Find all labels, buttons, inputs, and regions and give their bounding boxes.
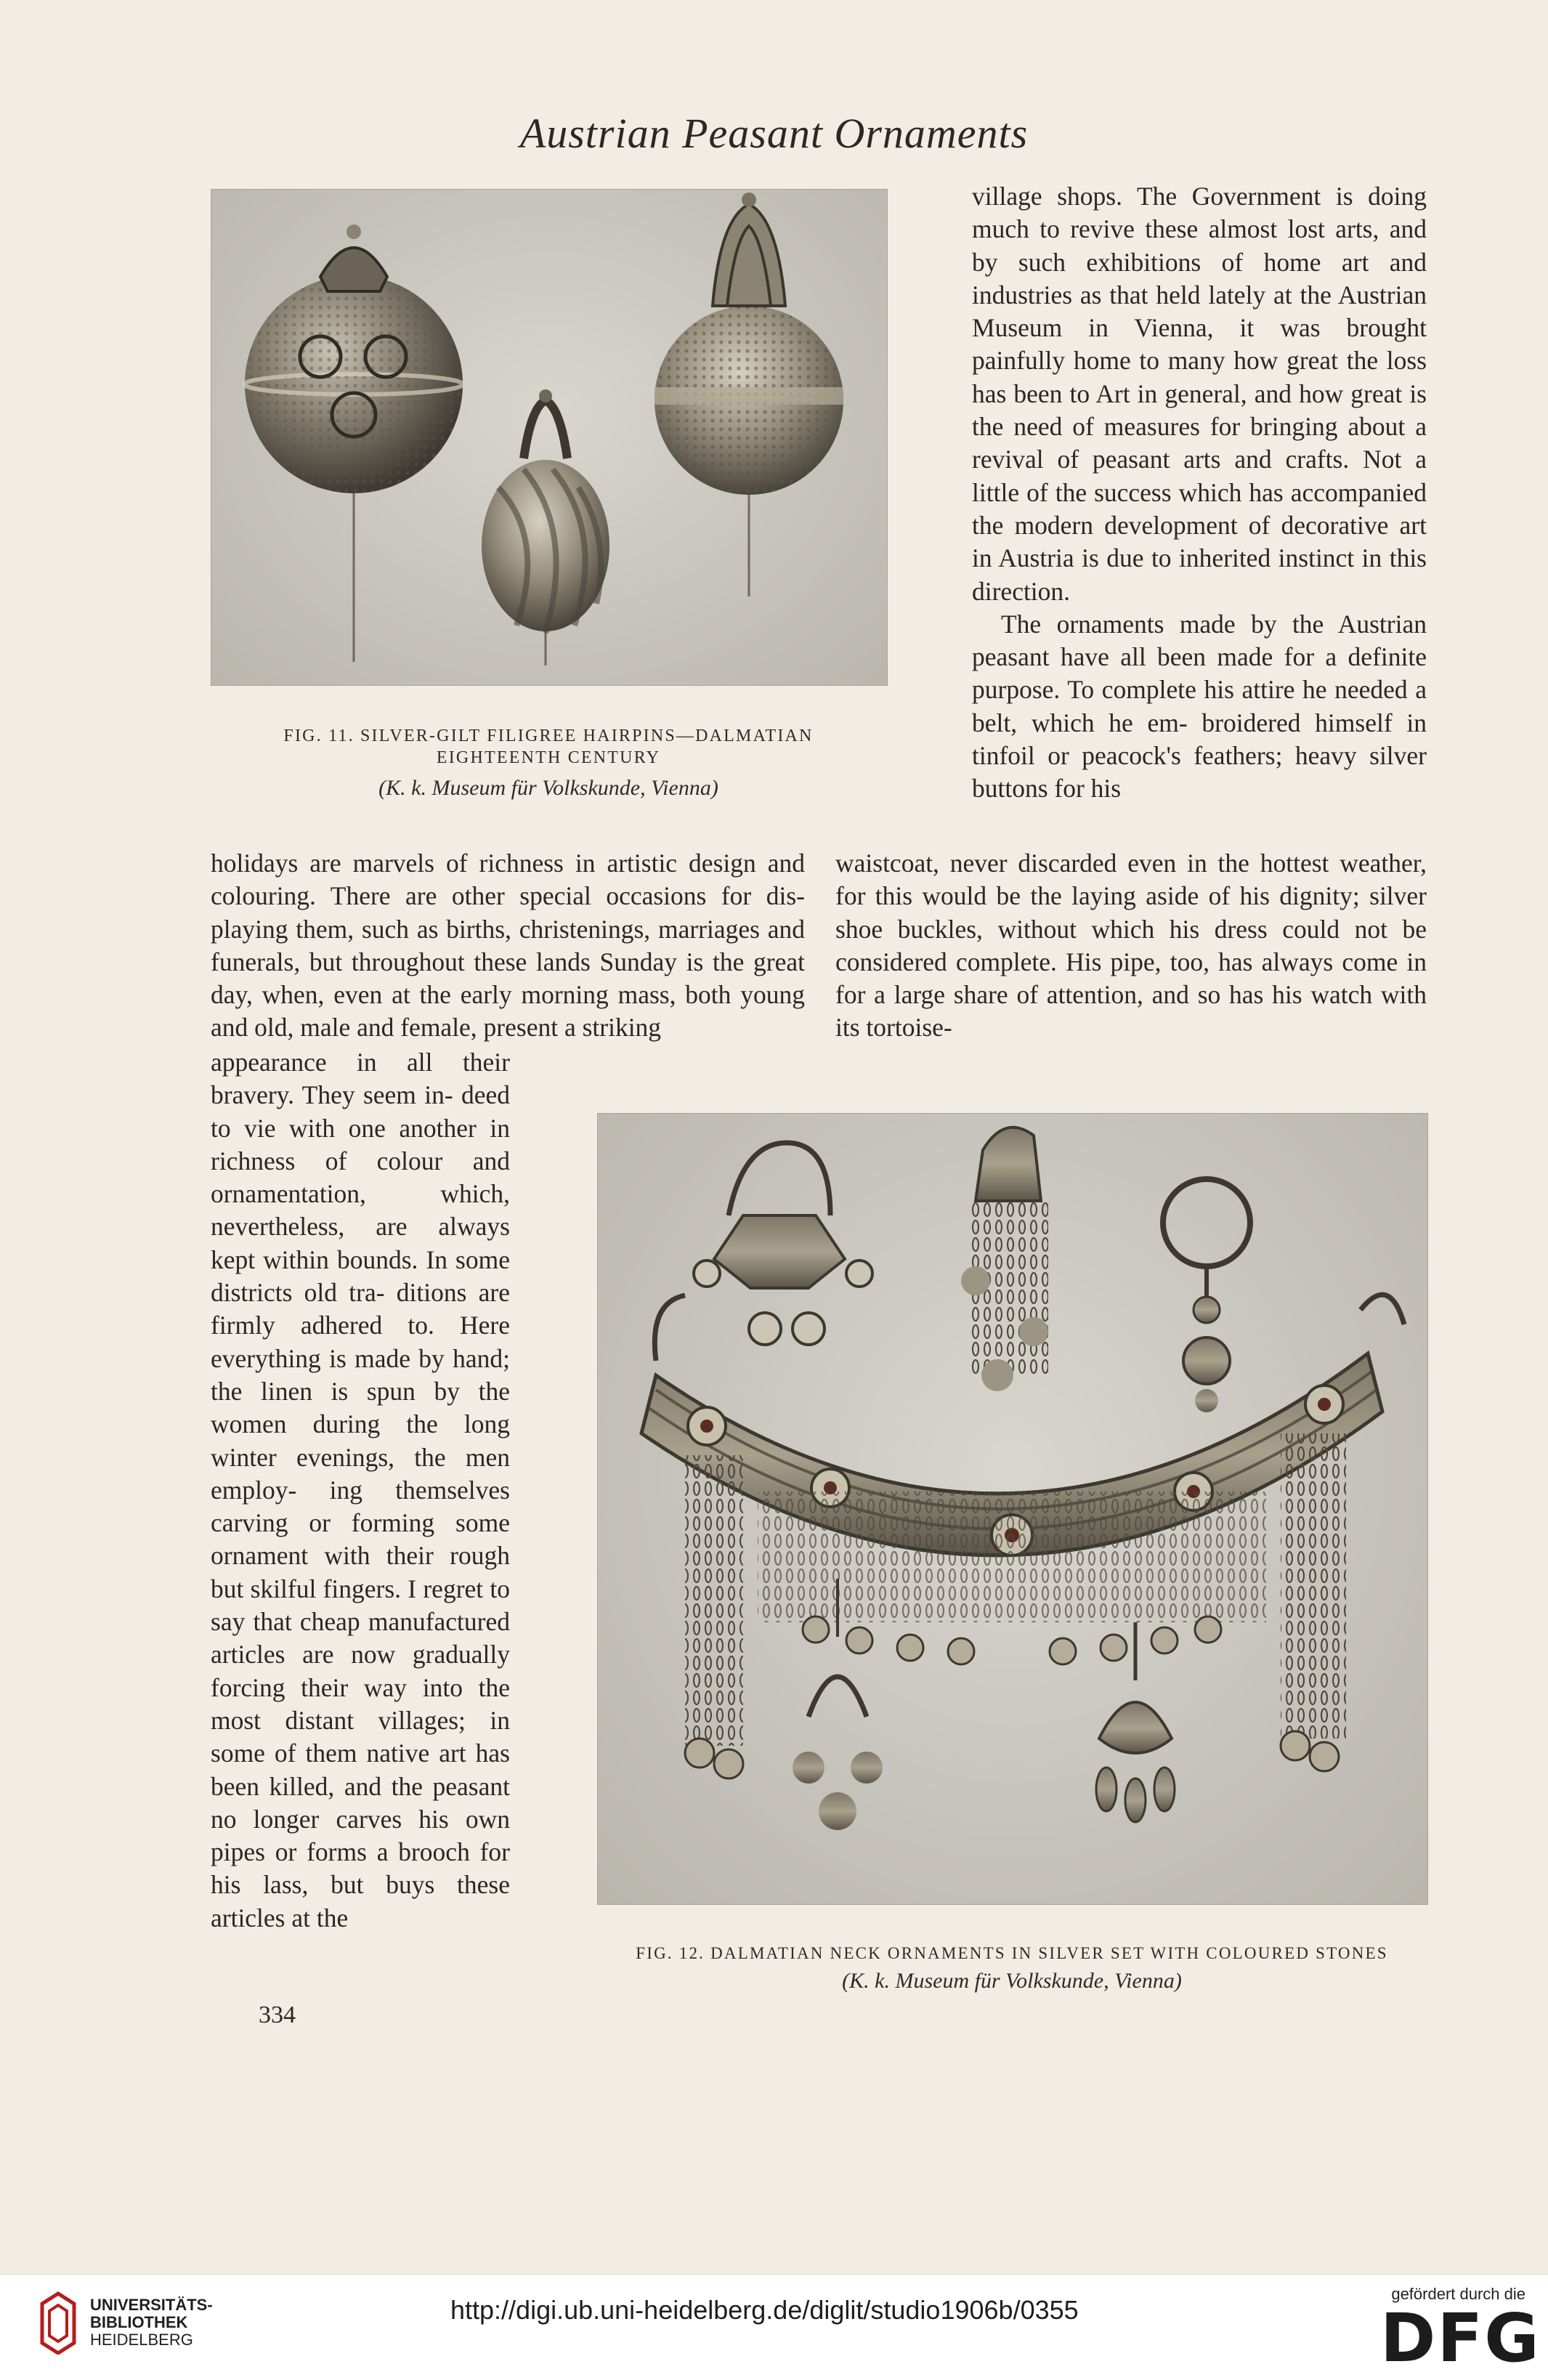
library-name-line3: HEIDELBERG xyxy=(90,2331,193,2349)
left-column-mid: holidays are marvels of richness in artistic design and colouring. There are other special occasions for dis- playing them, such as births, christenings, marriages and funerals, but throughout these lands Sunday is the great day, when, even at the early morning mass, both young and old, male and female, present a striking xyxy=(211,849,805,1043)
figure-11-plate xyxy=(211,189,888,686)
dfg-logo[interactable]: DFG xyxy=(1380,2299,1541,2377)
funder-text: gefördert durch die xyxy=(1391,2285,1525,2303)
figure-11-caption-line1: FIG. 11. SILVER-GILT FILIGREE HAIRPINS—DALMATIAN xyxy=(283,726,814,745)
running-title: Austrian Peasant Ornaments xyxy=(519,110,1029,157)
library-name-line2: BIBLIOTHEK xyxy=(90,2313,188,2331)
page-number: 334 xyxy=(259,2001,296,2028)
paragraph: village shops. The Government is doing much to revive these almost lost arts, and by such exhibitions of home art and industries as that held lately at the Austrian Museum in Vienna, it was brought painfully home to many how great the loss has been to Art in general, and how great is the need of measures for bringing about a revival of peasant arts and crafts. Not a little of the success which has accompanied the modern development of decorative art in Austria is due to inherited instinct in this direction. xyxy=(972,182,1427,606)
figure-12-caption: FIG. 12. DALMATIAN NECK ORNAMENTS IN SILVER SET WITH COLOURED STONES xyxy=(636,1944,1388,1962)
source-url-link[interactable]: http://digi.ub.uni-heidelberg.de/diglit/studio1906b/0355 xyxy=(450,2295,1079,2325)
ub-heidelberg-logo-icon[interactable] xyxy=(36,2289,80,2355)
right-column-top xyxy=(972,180,1427,806)
left-column-bottom: appearance in all their bravery. They seem in- deed to vie with one another in richness of colour and ornamentation, which, nevertheless, are always kept within bounds. In some districts old tra- ditions are firmly adhered to. Here everything is made by hand; the linen is spun by the women during the long winter evenings, the men employ- ing themselves carving or forming some ornament with their rough but skilful fingers. I regret to say that cheap manufactured articles are now gradually forcing their way into the most distant villages; in some of them native art has been killed, and the peasant no longer carves his own pipes or forms a brooch for his lass, but buys these articles at the xyxy=(211,1048,510,1932)
library-name-line1: UNIVERSITÄTS- xyxy=(90,2296,213,2314)
figure-11-caption-line2: EIGHTEENTH CENTURY xyxy=(436,748,661,767)
figure-11-credit: (K. k. Museum für Volkskunde, Vienna) xyxy=(378,776,718,800)
digitization-footer xyxy=(0,2274,1548,2380)
figure-12-credit: (K. k. Museum für Volkskunde, Vienna) xyxy=(842,1969,1182,1993)
figure-11-caption xyxy=(211,725,886,769)
figure-12-plate xyxy=(597,1113,1428,1905)
paragraph: The ornaments made by the Austrian peasant have all been made for a definite purpose. To complete his attire he needed a belt, which he em- broidered himself in tinfoil or peacock's feathers; heavy silver buttons for his xyxy=(972,609,1427,804)
neck-ornaments-illustration xyxy=(598,1114,1427,1904)
hairpins-illustration xyxy=(211,190,887,685)
library-name xyxy=(90,2296,213,2349)
right-column-mid: waistcoat, never discarded even in the hottest weather, for this would be the laying aside of his dignity; silver shoe buckles, without which his dress could not be considered complete. His pipe, too, has always come in for a large share of attention, and so has his watch with its tortoise- xyxy=(835,849,1427,1043)
